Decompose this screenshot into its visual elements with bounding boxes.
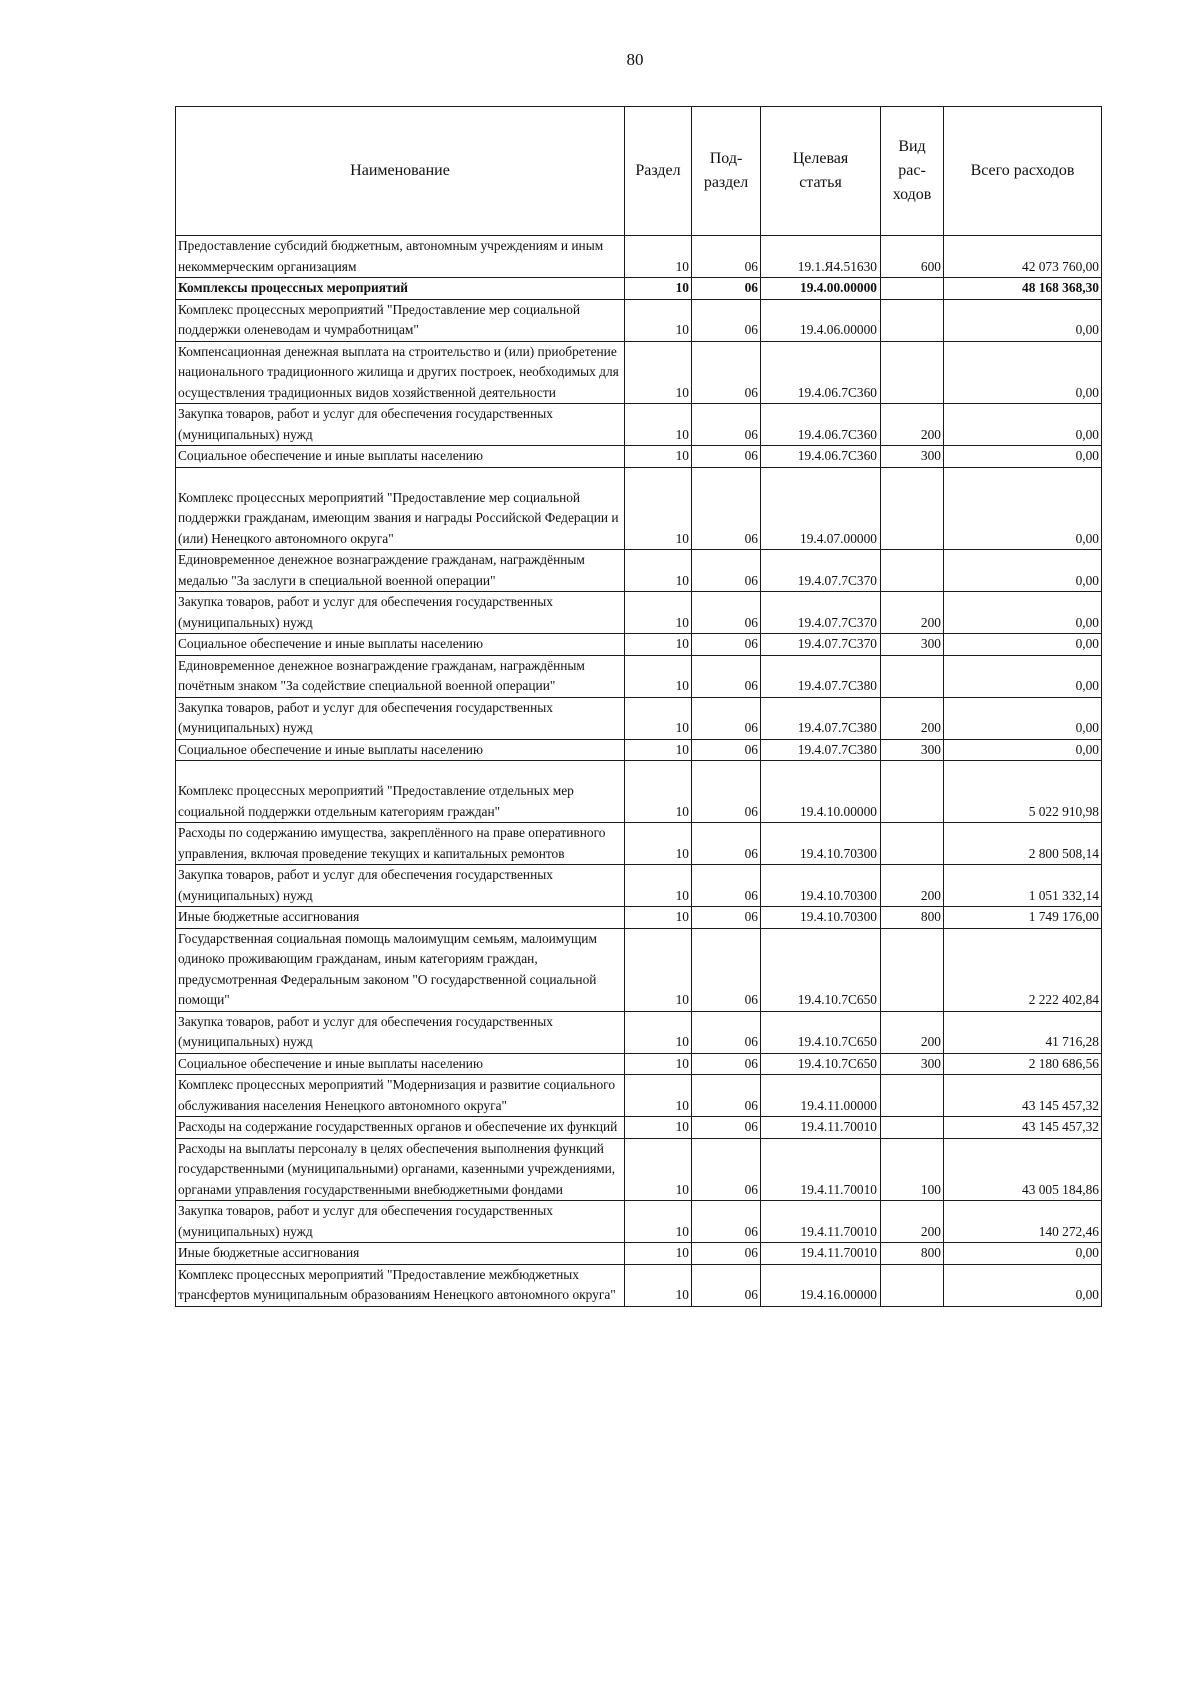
table-row bbox=[176, 299, 1102, 341]
cell-subsection: 06 bbox=[692, 278, 761, 300]
cell-total: 0,00 bbox=[944, 634, 1102, 656]
cell-name: Закупка товаров, работ и услуг для обеспечения государственных (муниципальных) нужд bbox=[176, 865, 625, 907]
cell-total: 0,00 bbox=[944, 697, 1102, 739]
cell-subsection: 06 bbox=[692, 299, 761, 341]
cell-article: 19.1.Я4.51630 bbox=[761, 236, 881, 278]
cell-name: Иные бюджетные ассигнования bbox=[176, 1243, 625, 1265]
cell-name: Комплекс процессных мероприятий "Предоставление отдельных мер социальной поддержки отдельным категориям граждан" bbox=[176, 761, 625, 823]
cell-total: 0,00 bbox=[944, 1264, 1102, 1306]
table-row bbox=[176, 1264, 1102, 1306]
cell-name: Комплекс процессных мероприятий "Модернизация и развитие социального обслуживания населения Ненецкого автономного округа" bbox=[176, 1075, 625, 1117]
cell-total: 0,00 bbox=[944, 467, 1102, 550]
table-row bbox=[176, 592, 1102, 634]
cell-subsection: 06 bbox=[692, 341, 761, 404]
table-row bbox=[176, 236, 1102, 278]
cell-article: 19.4.07.00000 bbox=[761, 467, 881, 550]
cell-article: 19.4.07.7С380 bbox=[761, 655, 881, 697]
table-row bbox=[176, 928, 1102, 1011]
cell-subsection: 06 bbox=[692, 928, 761, 1011]
table-row bbox=[176, 1075, 1102, 1117]
cell-total: 43 145 457,32 bbox=[944, 1075, 1102, 1117]
table-row bbox=[176, 1117, 1102, 1139]
cell-name: Расходы на выплаты персоналу в целях обеспечения выполнения функций государственными (муниципальными) органами, казенными учреждениями, органами управления государственными внебюджетными фондами bbox=[176, 1138, 625, 1201]
cell-subsection: 06 bbox=[692, 1243, 761, 1265]
cell-total: 0,00 bbox=[944, 404, 1102, 446]
cell-section: 10 bbox=[625, 299, 692, 341]
cell-kind: 200 bbox=[881, 404, 944, 446]
cell-section: 10 bbox=[625, 467, 692, 550]
table-body bbox=[176, 236, 1102, 1307]
col-header-article: Целевая статья bbox=[761, 107, 881, 236]
cell-name: Социальное обеспечение и иные выплаты населению bbox=[176, 446, 625, 468]
cell-section: 10 bbox=[625, 1138, 692, 1201]
cell-section: 10 bbox=[625, 341, 692, 404]
cell-total: 48 168 368,30 bbox=[944, 278, 1102, 300]
cell-kind bbox=[881, 823, 944, 865]
cell-total: 41 716,28 bbox=[944, 1011, 1102, 1053]
cell-total: 0,00 bbox=[944, 592, 1102, 634]
table-row bbox=[176, 1201, 1102, 1243]
cell-article: 19.4.07.7С370 bbox=[761, 634, 881, 656]
cell-kind bbox=[881, 655, 944, 697]
col-header-section: Раздел bbox=[625, 107, 692, 236]
cell-article: 19.4.16.00000 bbox=[761, 1264, 881, 1306]
cell-subsection: 06 bbox=[692, 1264, 761, 1306]
cell-total: 0,00 bbox=[944, 446, 1102, 468]
cell-kind bbox=[881, 761, 944, 823]
cell-section: 10 bbox=[625, 1201, 692, 1243]
cell-subsection: 06 bbox=[692, 761, 761, 823]
cell-name: Социальное обеспечение и иные выплаты населению bbox=[176, 739, 625, 761]
cell-kind: 300 bbox=[881, 1053, 944, 1075]
cell-total: 2 222 402,84 bbox=[944, 928, 1102, 1011]
col-header-kind: Вид рас- ходов bbox=[881, 107, 944, 236]
table-row bbox=[176, 278, 1102, 300]
cell-article: 19.4.06.00000 bbox=[761, 299, 881, 341]
cell-section: 10 bbox=[625, 1117, 692, 1139]
cell-article: 19.4.07.7С380 bbox=[761, 739, 881, 761]
table-row bbox=[176, 467, 1102, 550]
cell-section: 10 bbox=[625, 550, 692, 592]
cell-section: 10 bbox=[625, 739, 692, 761]
cell-name: Комплекс процессных мероприятий "Предоставление мер социальной поддержки оленеводам и чумработницам" bbox=[176, 299, 625, 341]
cell-article: 19.4.10.70300 bbox=[761, 823, 881, 865]
cell-name: Предоставление субсидий бюджетным, автономным учреждениям и иным некоммерческим организациям bbox=[176, 236, 625, 278]
table-row bbox=[176, 1011, 1102, 1053]
cell-kind: 800 bbox=[881, 907, 944, 929]
cell-total: 0,00 bbox=[944, 550, 1102, 592]
cell-article: 19.4.11.70010 bbox=[761, 1201, 881, 1243]
cell-name: Закупка товаров, работ и услуг для обеспечения государственных (муниципальных) нужд bbox=[176, 697, 625, 739]
cell-total: 140 272,46 bbox=[944, 1201, 1102, 1243]
cell-subsection: 06 bbox=[692, 865, 761, 907]
cell-section: 10 bbox=[625, 865, 692, 907]
cell-section: 10 bbox=[625, 1243, 692, 1265]
col-header-name: Наименование bbox=[176, 107, 625, 236]
table-row bbox=[176, 1138, 1102, 1201]
cell-subsection: 06 bbox=[692, 697, 761, 739]
cell-article: 19.4.11.70010 bbox=[761, 1117, 881, 1139]
cell-total: 43 005 184,86 bbox=[944, 1138, 1102, 1201]
cell-kind bbox=[881, 299, 944, 341]
table-row bbox=[176, 550, 1102, 592]
cell-kind bbox=[881, 1117, 944, 1139]
cell-name: Закупка товаров, работ и услуг для обеспечения государственных (муниципальных) нужд bbox=[176, 404, 625, 446]
table-row bbox=[176, 341, 1102, 404]
cell-article: 19.4.10.7С650 bbox=[761, 1011, 881, 1053]
cell-article: 19.4.00.00000 bbox=[761, 278, 881, 300]
cell-subsection: 06 bbox=[692, 1201, 761, 1243]
table-header-row bbox=[176, 107, 1102, 236]
cell-subsection: 06 bbox=[692, 823, 761, 865]
col-header-subsection: Под- раздел bbox=[692, 107, 761, 236]
cell-kind bbox=[881, 928, 944, 1011]
cell-subsection: 06 bbox=[692, 446, 761, 468]
cell-total: 2 800 508,14 bbox=[944, 823, 1102, 865]
cell-kind: 300 bbox=[881, 739, 944, 761]
col-header-total: Всего расходов bbox=[944, 107, 1102, 236]
cell-article: 19.4.11.70010 bbox=[761, 1138, 881, 1201]
cell-subsection: 06 bbox=[692, 467, 761, 550]
cell-section: 10 bbox=[625, 928, 692, 1011]
cell-kind bbox=[881, 1075, 944, 1117]
cell-name: Единовременное денежное вознаграждение гражданам, награждённым почётным знаком "За содействие специальной военной операции" bbox=[176, 655, 625, 697]
cell-subsection: 06 bbox=[692, 1138, 761, 1201]
cell-subsection: 06 bbox=[692, 739, 761, 761]
cell-name: Расходы на содержание государственных органов и обеспечение их функций bbox=[176, 1117, 625, 1139]
cell-section: 10 bbox=[625, 592, 692, 634]
cell-section: 10 bbox=[625, 236, 692, 278]
cell-section: 10 bbox=[625, 1011, 692, 1053]
cell-name: Социальное обеспечение и иные выплаты населению bbox=[176, 634, 625, 656]
cell-article: 19.4.10.7С650 bbox=[761, 1053, 881, 1075]
cell-section: 10 bbox=[625, 761, 692, 823]
cell-name: Закупка товаров, работ и услуг для обеспечения государственных (муниципальных) нужд bbox=[176, 592, 625, 634]
cell-name: Закупка товаров, работ и услуг для обеспечения государственных (муниципальных) нужд bbox=[176, 1201, 625, 1243]
cell-subsection: 06 bbox=[692, 236, 761, 278]
cell-subsection: 06 bbox=[692, 655, 761, 697]
cell-subsection: 06 bbox=[692, 550, 761, 592]
cell-name: Комплекс процессных мероприятий "Предоставление мер социальной поддержки гражданам, имеющим звания и награды Российской Федерации и (или) Ненецкого автономного округа" bbox=[176, 467, 625, 550]
cell-article: 19.4.07.7С370 bbox=[761, 550, 881, 592]
cell-article: 19.4.10.00000 bbox=[761, 761, 881, 823]
cell-subsection: 06 bbox=[692, 1075, 761, 1117]
cell-article: 19.4.07.7С370 bbox=[761, 592, 881, 634]
cell-subsection: 06 bbox=[692, 592, 761, 634]
page-number: 80 bbox=[626, 50, 644, 69]
table-row bbox=[176, 634, 1102, 656]
cell-kind bbox=[881, 550, 944, 592]
cell-total: 43 145 457,32 bbox=[944, 1117, 1102, 1139]
cell-section: 10 bbox=[625, 655, 692, 697]
cell-name: Государственная социальная помощь малоимущим семьям, малоимущим одиноко проживающим гражданам, иным категориям граждан, предусмотренная Федеральным законом "О государственной социальной помощи" bbox=[176, 928, 625, 1011]
table-row bbox=[176, 446, 1102, 468]
cell-section: 10 bbox=[625, 446, 692, 468]
cell-total: 1 051 332,14 bbox=[944, 865, 1102, 907]
cell-article: 19.4.11.00000 bbox=[761, 1075, 881, 1117]
cell-section: 10 bbox=[625, 697, 692, 739]
cell-article: 19.4.06.7С360 bbox=[761, 446, 881, 468]
cell-subsection: 06 bbox=[692, 634, 761, 656]
cell-total: 0,00 bbox=[944, 1243, 1102, 1265]
cell-name: Комплекс процессных мероприятий "Предоставление межбюджетных трансфертов муниципальным образованиям Ненецкого автономного округа" bbox=[176, 1264, 625, 1306]
cell-name: Социальное обеспечение и иные выплаты населению bbox=[176, 1053, 625, 1075]
cell-total: 5 022 910,98 bbox=[944, 761, 1102, 823]
cell-total: 2 180 686,56 bbox=[944, 1053, 1102, 1075]
cell-section: 10 bbox=[625, 1264, 692, 1306]
cell-article: 19.4.11.70010 bbox=[761, 1243, 881, 1265]
cell-article: 19.4.10.70300 bbox=[761, 907, 881, 929]
cell-section: 10 bbox=[625, 634, 692, 656]
table-row bbox=[176, 1053, 1102, 1075]
cell-kind: 200 bbox=[881, 1011, 944, 1053]
cell-kind bbox=[881, 1264, 944, 1306]
cell-subsection: 06 bbox=[692, 1011, 761, 1053]
cell-name: Комплексы процессных мероприятий bbox=[176, 278, 625, 300]
cell-kind: 300 bbox=[881, 634, 944, 656]
cell-kind: 200 bbox=[881, 697, 944, 739]
table-row bbox=[176, 907, 1102, 929]
cell-kind: 200 bbox=[881, 592, 944, 634]
cell-total: 0,00 bbox=[944, 739, 1102, 761]
table-row bbox=[176, 404, 1102, 446]
cell-name: Иные бюджетные ассигнования bbox=[176, 907, 625, 929]
table-row bbox=[176, 1243, 1102, 1265]
table-row bbox=[176, 761, 1102, 823]
cell-kind bbox=[881, 467, 944, 550]
table-row bbox=[176, 697, 1102, 739]
cell-name: Закупка товаров, работ и услуг для обеспечения государственных (муниципальных) нужд bbox=[176, 1011, 625, 1053]
cell-section: 10 bbox=[625, 823, 692, 865]
cell-kind: 200 bbox=[881, 1201, 944, 1243]
cell-section: 10 bbox=[625, 278, 692, 300]
cell-article: 19.4.10.70300 bbox=[761, 865, 881, 907]
cell-total: 0,00 bbox=[944, 655, 1102, 697]
cell-section: 10 bbox=[625, 404, 692, 446]
cell-article: 19.4.06.7С360 bbox=[761, 404, 881, 446]
cell-subsection: 06 bbox=[692, 907, 761, 929]
cell-article: 19.4.07.7С380 bbox=[761, 697, 881, 739]
cell-kind bbox=[881, 341, 944, 404]
table-row bbox=[176, 655, 1102, 697]
cell-subsection: 06 bbox=[692, 1053, 761, 1075]
table-row bbox=[176, 739, 1102, 761]
cell-total: 0,00 bbox=[944, 341, 1102, 404]
cell-total: 0,00 bbox=[944, 299, 1102, 341]
cell-article: 19.4.06.7С360 bbox=[761, 341, 881, 404]
cell-name: Компенсационная денежная выплата на строительство и (или) приобретение национального традиционного жилища и других построек, необходимых для осуществления традиционных видов хозяйственной деятельности bbox=[176, 341, 625, 404]
cell-subsection: 06 bbox=[692, 404, 761, 446]
cell-name: Расходы по содержанию имущества, закреплённого на праве оперативного управления, включая проведение текущих и капитальных ремонтов bbox=[176, 823, 625, 865]
cell-kind: 800 bbox=[881, 1243, 944, 1265]
cell-section: 10 bbox=[625, 1053, 692, 1075]
cell-kind: 200 bbox=[881, 865, 944, 907]
cell-total: 42 073 760,00 bbox=[944, 236, 1102, 278]
cell-article: 19.4.10.7С650 bbox=[761, 928, 881, 1011]
cell-kind: 600 bbox=[881, 236, 944, 278]
budget-table bbox=[175, 106, 1102, 1307]
cell-subsection: 06 bbox=[692, 1117, 761, 1139]
cell-section: 10 bbox=[625, 1075, 692, 1117]
cell-kind: 100 bbox=[881, 1138, 944, 1201]
table-row bbox=[176, 865, 1102, 907]
cell-name: Единовременное денежное вознаграждение гражданам, награждённым медалью "За заслуги в специальной военной операции" bbox=[176, 550, 625, 592]
cell-kind: 300 bbox=[881, 446, 944, 468]
table-row bbox=[176, 823, 1102, 865]
cell-kind bbox=[881, 278, 944, 300]
cell-total: 1 749 176,00 bbox=[944, 907, 1102, 929]
cell-section: 10 bbox=[625, 907, 692, 929]
